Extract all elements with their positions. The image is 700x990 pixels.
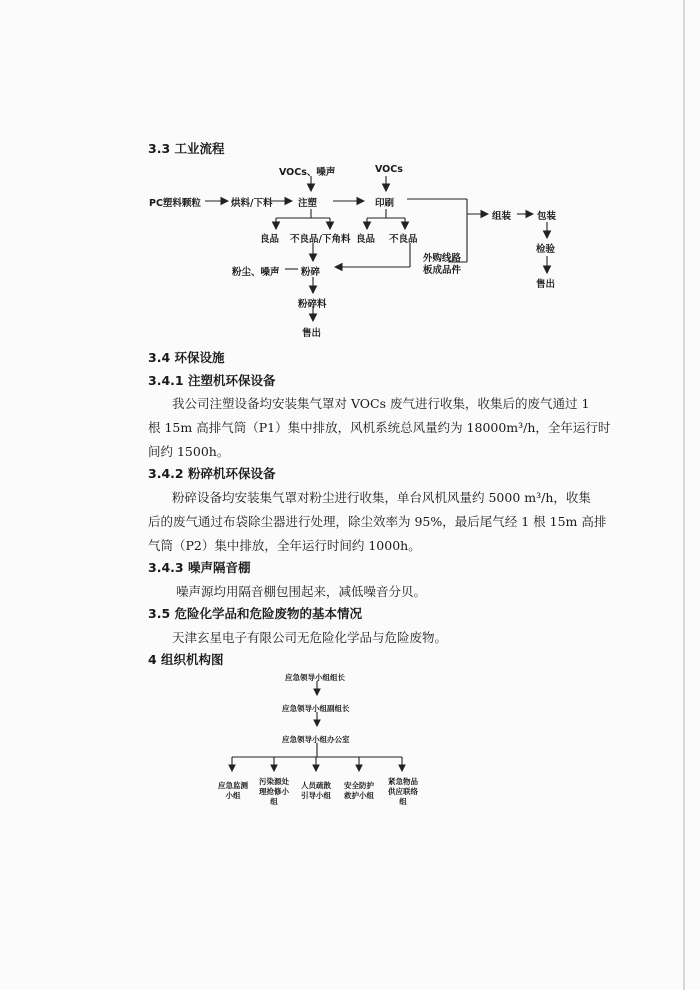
org-office: 应急领导小组办公室: [282, 735, 350, 744]
section-4-heading: 4 组织机构图: [148, 652, 224, 667]
flow-mold: 注塑: [298, 198, 318, 209]
flow-bad-1: 不良品/下角料: [290, 234, 351, 245]
org-group-supplies-liaison: 紧急物品 供应联络 组: [388, 777, 418, 806]
org-group-safety-rescue: 安全防护 救护小组: [344, 781, 374, 800]
flow-assemble: 组装: [492, 211, 512, 222]
org-leader: 应急领导小组组长: [285, 673, 345, 682]
section-3-5-heading: 3.5 危险化学品和危险废物的基本情况: [148, 606, 362, 621]
paragraph-3-4-1-line-3: 间约 1500h。: [148, 444, 230, 459]
flow-vocs-noise: VOCs、噪声: [279, 167, 336, 178]
flow-pack: 包装: [537, 211, 557, 222]
paragraph-3-4-2-line-3: 气筒（P2）集中排放，全年运行时间约 1000h。: [148, 538, 421, 553]
section-3-4-3-heading: 3.4.3 噪声隔音棚: [148, 560, 251, 575]
flow-print: 印刷: [375, 198, 395, 209]
section-3-3-heading: 3.3 工业流程: [148, 141, 225, 156]
flow-sell-1: 售出: [536, 279, 556, 290]
org-group-monitoring: 应急监测 小组: [218, 781, 248, 800]
paragraph-3-4-1-line-1: 我公司注塑设备均安装集气罩对 VOCs 废气进行收集，收集后的废气通过 1: [172, 396, 590, 411]
flow-bake: 烘料/下料: [231, 198, 273, 209]
flow-vocs: VOCs: [375, 164, 403, 175]
paragraph-3-4-3: 噪声源均用隔音棚包围起来，减低噪音分贝。: [176, 584, 427, 599]
org-group-pollution-repair: 污染源处 理抢修小 组: [259, 777, 289, 806]
flow-inspect: 检验: [536, 244, 556, 255]
flow-outsourced-2: 板成品件: [423, 265, 462, 276]
flow-good-1: 良品: [260, 234, 280, 245]
flow-raw-material: PC塑料颗粒: [149, 198, 201, 209]
org-group-evacuation: 人员疏散 引导小组: [301, 781, 331, 800]
flow-dust-noise: 粉尘、噪声: [232, 267, 280, 278]
flow-good-2: 良品: [356, 234, 376, 245]
section-3-4-2-heading: 3.4.2 粉碎机环保设备: [148, 466, 276, 481]
flow-outsourced-1: 外购线路: [423, 253, 462, 264]
flow-bad-2: 不良品: [389, 234, 418, 245]
flow-crushed: 粉碎料: [298, 299, 327, 310]
flow-sell-2: 售出: [302, 328, 322, 339]
paragraph-3-5: 天津玄星电子有限公司无危险化学品与危险废物。: [172, 630, 448, 645]
section-3-4-1-heading: 3.4.1 注塑机环保设备: [148, 373, 276, 388]
paragraph-3-4-2-line-1: 粉碎设备均安装集气罩对粉尘进行收集，单台风机风量约 5000 m³/h，收集: [172, 490, 591, 505]
section-3-4-heading: 3.4 环保设施: [148, 350, 225, 365]
paragraph-3-4-1-line-2: 根 15m 高排气筒（P1）集中排放，风机系统总风量约为 18000m³/h，全年运行时: [148, 420, 611, 435]
paragraph-3-4-2-line-2: 后的废气通过布袋除尘器进行处理，除尘效率为 95%，最后尾气经 1 根 15m 高排: [148, 514, 607, 529]
org-deputy: 应急领导小组副组长: [282, 704, 350, 713]
flow-crush: 粉碎: [301, 267, 321, 278]
